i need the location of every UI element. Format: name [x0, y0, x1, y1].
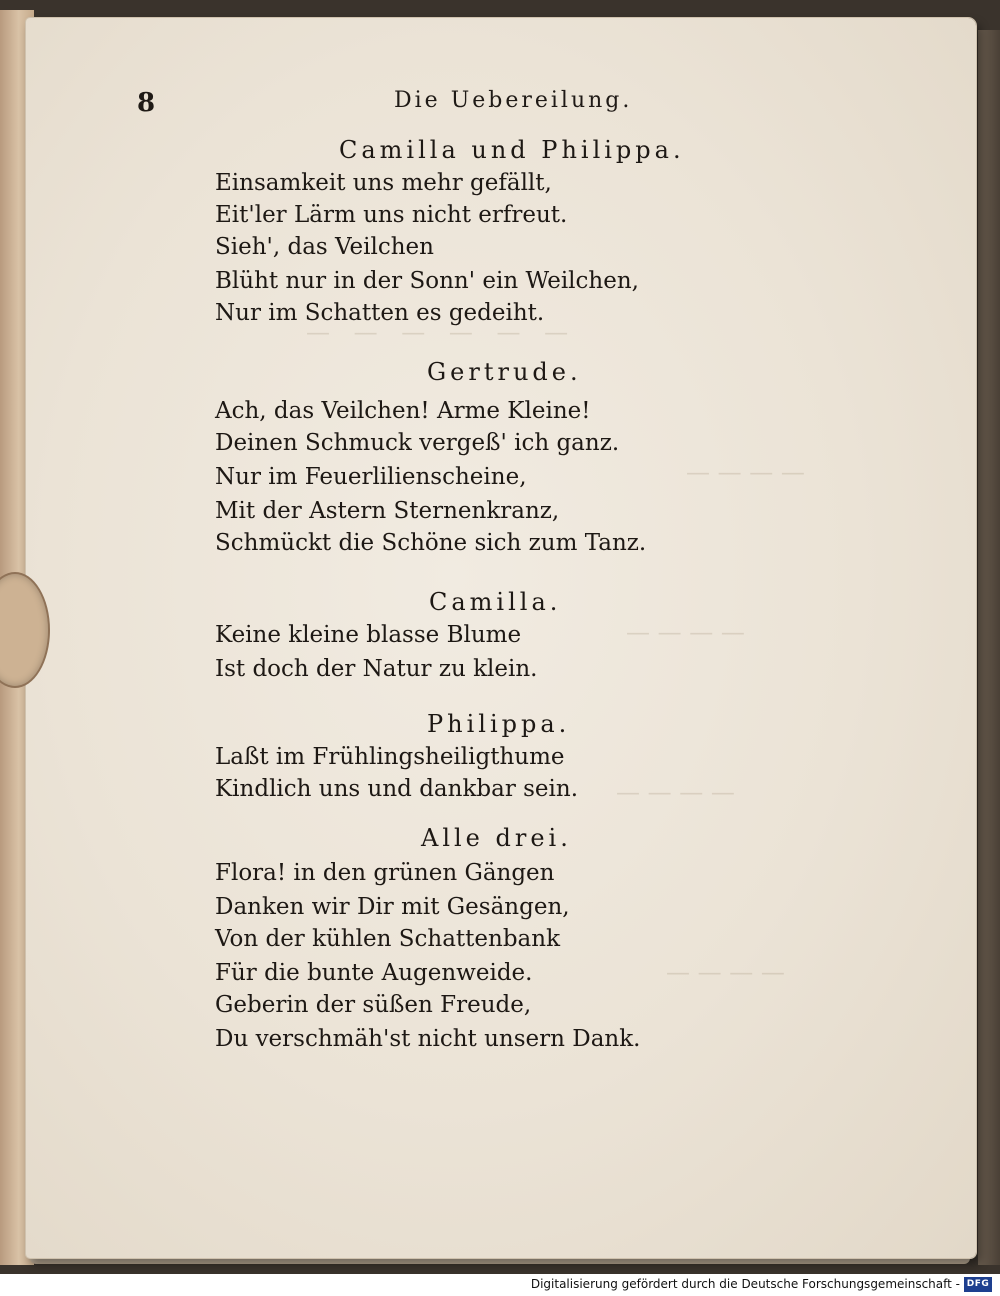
verse-line: Du verschmäh'st nicht unsern Dank.	[215, 1026, 641, 1052]
verse-line: Nur im Feuerlilienscheine,	[215, 464, 527, 490]
verse-line: Deinen Schmuck vergeß' ich ganz.	[215, 430, 620, 456]
show-through-text: — — — — — —	[306, 318, 577, 346]
verse-line: Einsamkeit uns mehr gefällt,	[215, 170, 552, 196]
verse-line: Nur im Schatten es gedeiht.	[215, 300, 545, 326]
show-through-text: — — — —	[616, 778, 735, 806]
digitization-footer	[0, 1274, 1000, 1296]
verse-line: Ach, das Veilchen! Arme Kleine!	[215, 398, 591, 424]
show-through-text: — — — —	[666, 958, 785, 986]
verse-line: Mit der Astern Sternenkranz,	[215, 498, 560, 524]
verse-line: Laßt im Frühlingsheiligthume	[215, 744, 565, 770]
verse-line: Danken wir Dir mit Gesängen,	[215, 894, 570, 920]
verse-line: Ist doch der Natur zu klein.	[215, 656, 538, 682]
verse-line: Kindlich uns und dankbar sein.	[215, 776, 579, 802]
facing-page-edge	[978, 30, 1000, 1265]
funding-credit: Digitalisierung gefördert durch die Deutsche Forschungsgemeinschaft -	[530, 1277, 960, 1291]
verse-line: Blüht nur in der Sonn' ein Weilchen,	[215, 268, 639, 294]
dfg-logo: DFG	[964, 1277, 992, 1292]
speaker-heading: Camilla und Philippa.	[339, 136, 685, 164]
verse-line: Für die bunte Augenweide.	[215, 960, 533, 986]
verse-line: Flora! in den grünen Gängen	[215, 860, 555, 886]
verse-line: Keine kleine blasse Blume	[215, 622, 522, 648]
speaker-heading: Camilla.	[429, 588, 562, 616]
running-head: Die Uebereilung.	[394, 88, 633, 113]
speaker-heading: Alle drei.	[421, 824, 572, 852]
verse-line: Von der kühlen Schattenbank	[215, 926, 561, 952]
verse-line: Geberin der süßen Freude,	[215, 992, 532, 1018]
speaker-heading: Philippa.	[427, 710, 571, 738]
show-through-text: — — — —	[626, 618, 745, 646]
verse-line: Sieh', das Veilchen	[215, 234, 434, 260]
page-number: 8	[137, 88, 156, 118]
speaker-heading: Gertrude.	[427, 358, 582, 386]
verse-line: Eit'ler Lärm uns nicht erfreut.	[215, 202, 568, 228]
show-through-text: — — — —	[686, 458, 805, 486]
verse-line: Schmückt die Schöne sich zum Tanz.	[215, 530, 647, 556]
